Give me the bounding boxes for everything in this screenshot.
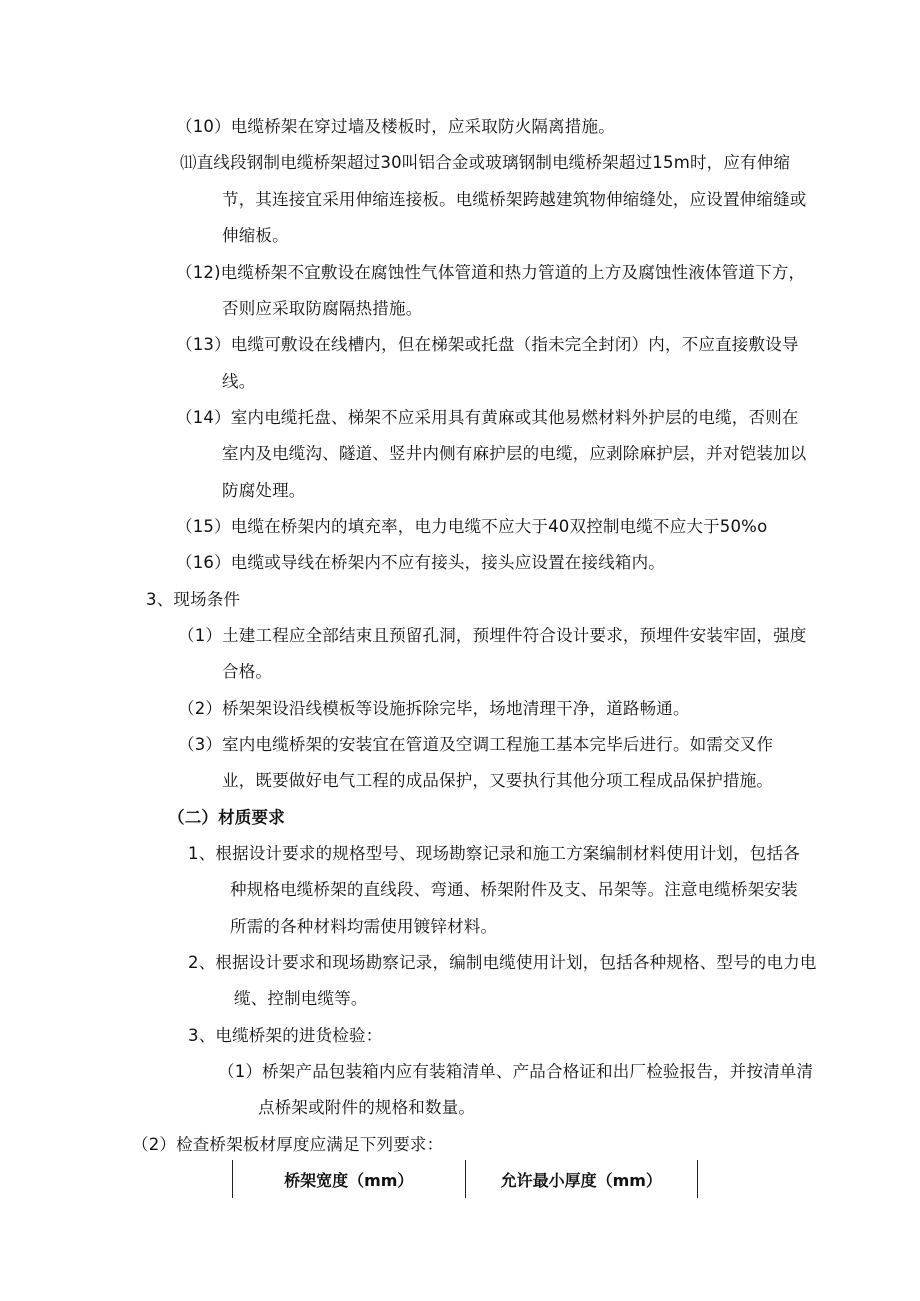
inspection-item-1-line-2: 点桥架或附件的规格和数量。 (258, 1098, 476, 1117)
header-tray-width: 桥架宽度（mm） (233, 1160, 466, 1198)
inspection-item-2-line-1: （2）检查桥架板材厚度应满足下列要求： (132, 1135, 444, 1154)
item-10-line-1: （10）电缆桥架在穿过墙及楼板时，应采取防火隔离措施。 (176, 117, 615, 136)
item-11-line-2: 节，其连接宜采用伸缩连接板。电缆桥架跨越建筑物伸缩缝处，应设置伸缩缝或 (222, 190, 807, 209)
site-item-1-line-2: 合格。 (222, 662, 273, 681)
site-item-3-line-2: 业，既要做好电气工程的成品保护，又要执行其他分项工程成品保护措施。 (222, 771, 774, 790)
item-14-line-1: （14）室内电缆托盘、梯架不应采用具有黄麻或其他易燃材料外护层的电缆，否则在 (176, 408, 799, 427)
site-item-3-line-1: （3）室内电缆桥架的安装宜在管道及空调工程施工基本完毕后进行。如需交叉作 (178, 735, 774, 754)
thickness-table-header-row (233, 1160, 698, 1198)
item-13-line-1: （13）电缆可敷设在线槽内，但在梯架或托盘（指未完全封闭）内，不应直接敷设导 (176, 335, 799, 354)
item-11-line-1: ⑾直线段钢制电缆桥架超过30叫铝合金或玻璃钢制电缆桥架超过15m时，应有伸缩 (180, 153, 791, 172)
site-conditions-heading: 3、现场条件 (146, 590, 241, 609)
item-16-line-1: （16）电缆或导线在桥架内不应有接头，接头应设置在接线箱内。 (176, 553, 665, 572)
item-12-line-2: 否则应采取防腐隔热措施。 (222, 299, 423, 318)
item-15-line-1: （15）电缆在桥架内的填充率，电力电缆不应大于40双控制电缆不应大于50%o (176, 517, 768, 536)
material-item-1-line-2: 种规格电缆桥架的直线段、弯通、桥架附件及支、吊架等。注意电缆桥架安装 (230, 880, 798, 899)
header-min-thickness: 允许最小厚度（mm） (465, 1160, 698, 1198)
material-heading: （二）材质要求 (168, 808, 285, 827)
item-12-line-1: （12)电缆桥架不宜敷设在腐蚀性气体管道和热力管道的上方及腐蚀性液体管道下方， (176, 263, 806, 282)
material-item-2-line-2: 缆、控制电缆等。 (234, 989, 368, 1008)
item-11-line-3: 伸缩板。 (222, 226, 289, 245)
inspection-item-1-line-1: （1）桥架产品包装箱内应有装箱清单、产品合格证和出厂检验报告，并按清单清 (218, 1062, 814, 1081)
material-item-1-line-1: 1、根据设计要求的规格型号、现场勘察记录和施工方案编制材料使用计划，包括各 (188, 844, 800, 863)
material-item-1-line-3: 所需的各种材料均需使用镀锌材料。 (230, 917, 498, 936)
item-14-line-3: 防腐处理。 (222, 481, 306, 500)
item-14-line-2: 室内及电缆沟、隧道、竖井内侧有麻护层的电缆，应剥除麻护层，并对铠装加以 (222, 444, 807, 463)
material-item-3-line-1: 3、电缆桥架的进货检验： (188, 1026, 383, 1045)
material-item-2-line-1: 2、根据设计要求和现场勘察记录，编制电缆使用计划，包括各种规格、型号的电力电 (188, 953, 817, 972)
item-13-line-2: 线。 (222, 372, 256, 391)
site-item-2-line-1: （2）桥架架设沿线模板等设施拆除完毕，场地清理干净，道路畅通。 (178, 699, 690, 718)
site-item-1-line-1: （1）土建工程应全部结束且预留孔洞，预埋件符合设计要求，预埋件安装牢固，强度 (178, 626, 807, 645)
thickness-table (232, 1160, 698, 1198)
